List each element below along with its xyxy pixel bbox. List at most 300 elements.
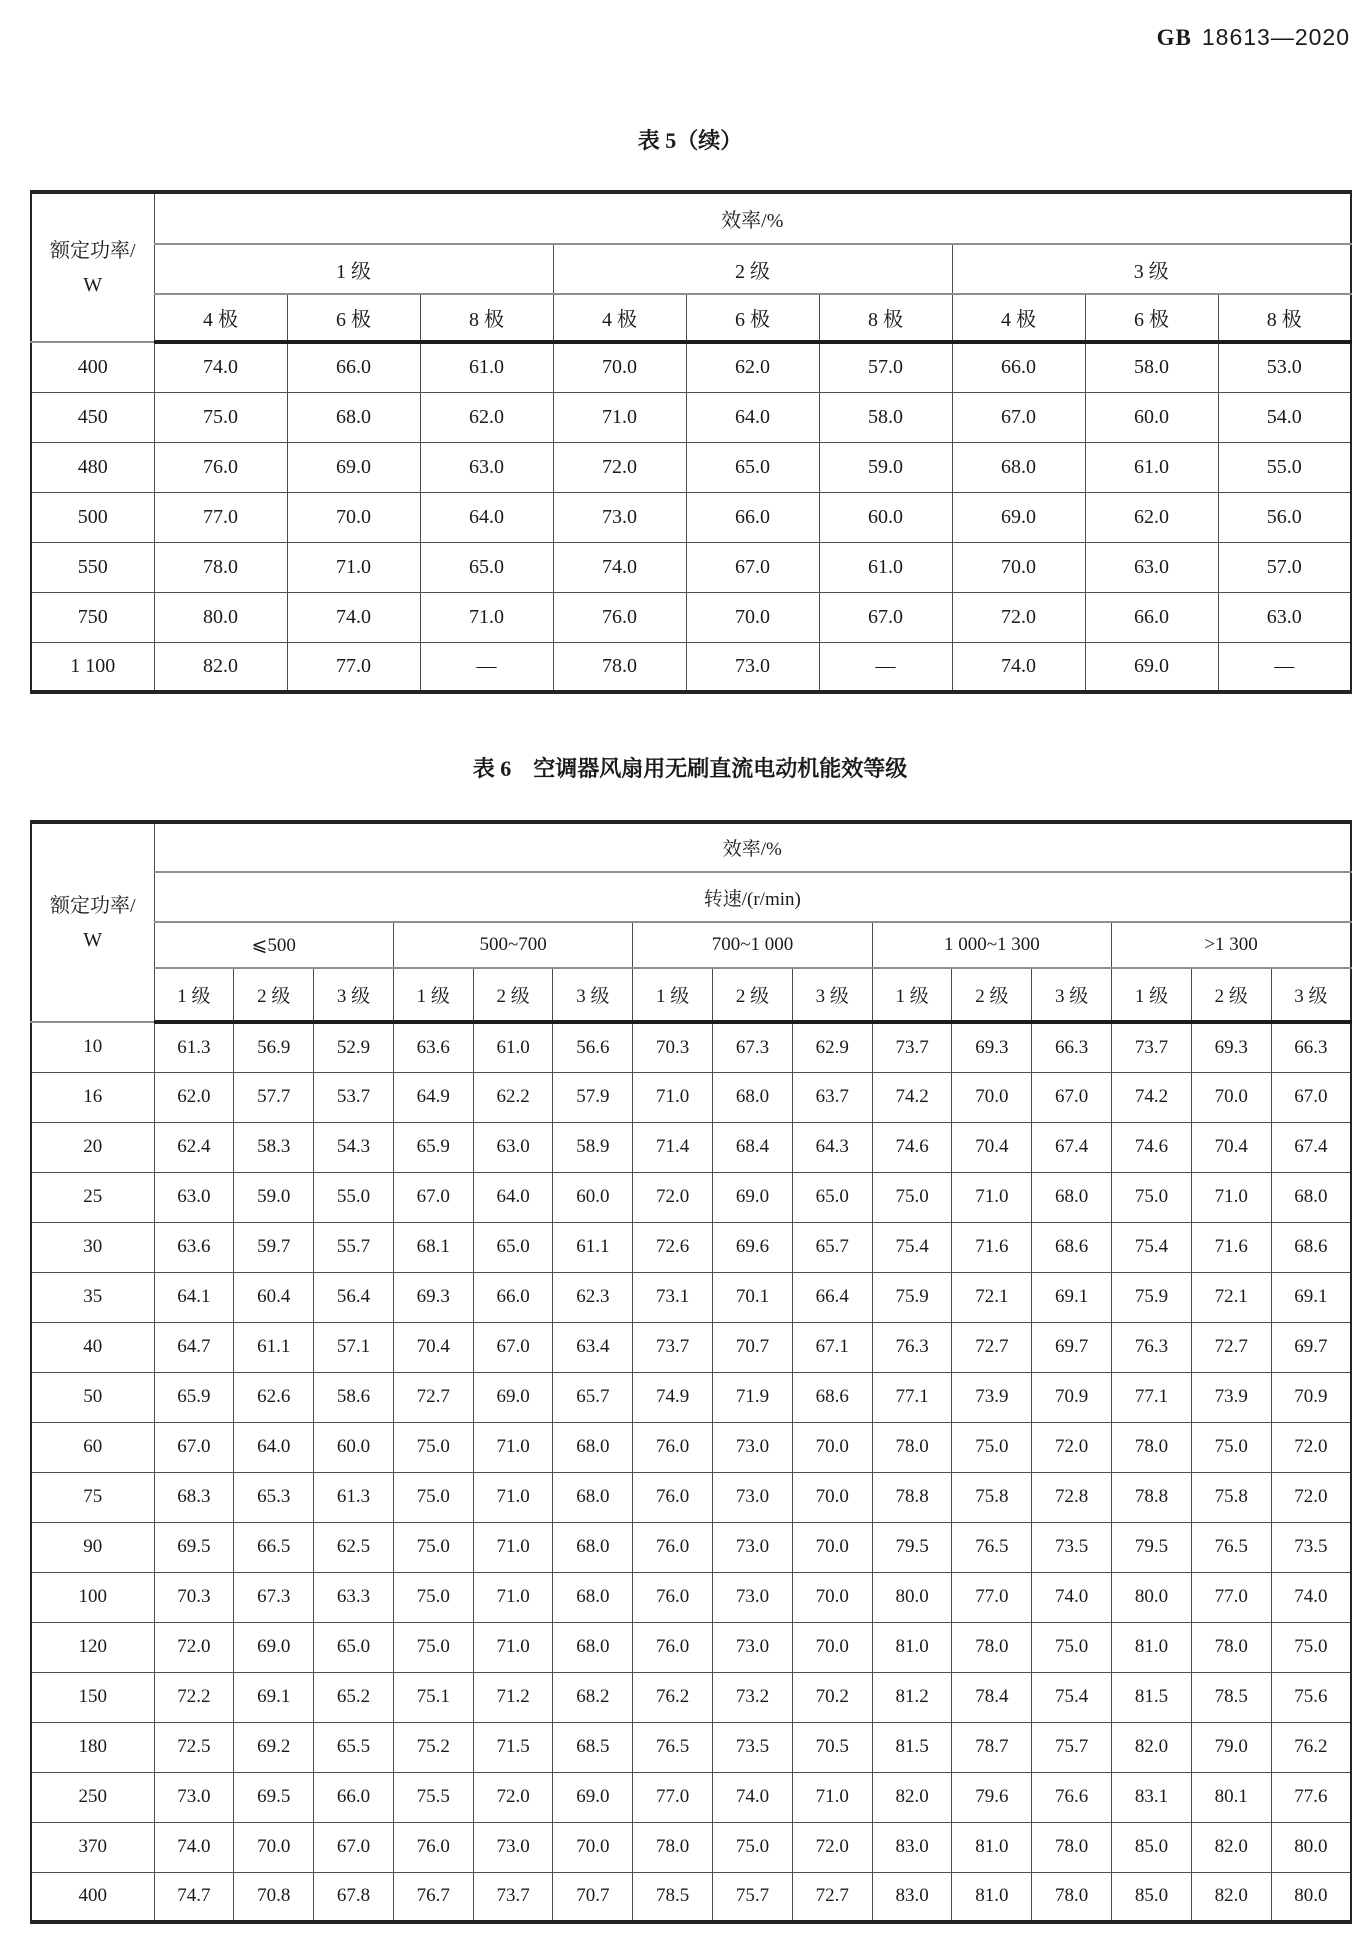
table6-row — [31, 1572, 1351, 1622]
efficiency-cell: 67.3 — [713, 1022, 793, 1072]
efficiency-cell: 71.0 — [473, 1472, 553, 1522]
efficiency-cell: 70.0 — [792, 1422, 872, 1472]
t5-power-header-line2: W — [83, 273, 103, 296]
efficiency-cell: 74.0 — [1032, 1572, 1112, 1622]
efficiency-cell: 67.0 — [819, 592, 952, 642]
t6-grade-header: 2 级 — [713, 968, 793, 1022]
efficiency-cell: 70.0 — [1191, 1072, 1271, 1122]
efficiency-cell: 65.0 — [792, 1172, 872, 1222]
efficiency-cell: 64.0 — [420, 492, 553, 542]
efficiency-cell: 66.0 — [287, 342, 420, 392]
efficiency-cell: 68.1 — [393, 1222, 473, 1272]
efficiency-cell: 66.0 — [314, 1772, 394, 1822]
power-cell: 25 — [31, 1172, 154, 1222]
efficiency-cell: 70.0 — [686, 592, 819, 642]
efficiency-cell: 74.0 — [154, 1822, 234, 1872]
efficiency-cell: 76.0 — [154, 442, 287, 492]
efficiency-cell: 75.9 — [872, 1272, 952, 1322]
efficiency-cell: 66.5 — [234, 1522, 314, 1572]
efficiency-cell: 79.0 — [1191, 1722, 1271, 1772]
efficiency-cell: 69.1 — [1271, 1272, 1351, 1322]
efficiency-cell: 62.0 — [420, 392, 553, 442]
efficiency-cell: 71.5 — [473, 1722, 553, 1772]
t6-grade-header: 3 级 — [1032, 968, 1112, 1022]
efficiency-cell: 72.1 — [1191, 1272, 1271, 1322]
efficiency-cell: 81.2 — [872, 1672, 952, 1722]
power-cell: 20 — [31, 1122, 154, 1172]
t6-speed-header: 转速/(r/min) — [154, 872, 1351, 922]
efficiency-cell: 68.0 — [287, 392, 420, 442]
efficiency-cell: 69.5 — [154, 1522, 234, 1572]
efficiency-cell: 65.0 — [686, 442, 819, 492]
efficiency-cell: 65.5 — [314, 1722, 394, 1772]
efficiency-cell: 76.3 — [872, 1322, 952, 1372]
efficiency-cell: 71.0 — [287, 542, 420, 592]
efficiency-cell: 67.0 — [686, 542, 819, 592]
t6-power-header — [31, 822, 154, 1022]
efficiency-cell: 66.4 — [792, 1272, 872, 1322]
table6-row — [31, 1772, 1351, 1822]
efficiency-cell: 72.0 — [792, 1822, 872, 1872]
efficiency-cell: 73.5 — [713, 1722, 793, 1772]
table6 — [30, 820, 1352, 1924]
efficiency-cell: 70.4 — [1191, 1122, 1271, 1172]
efficiency-cell: 71.0 — [473, 1422, 553, 1472]
efficiency-cell: 75.7 — [713, 1872, 793, 1922]
efficiency-cell: 67.4 — [1271, 1122, 1351, 1172]
efficiency-cell: 59.0 — [819, 442, 952, 492]
efficiency-cell: 57.7 — [234, 1072, 314, 1122]
efficiency-cell: 63.0 — [420, 442, 553, 492]
t6-grade-header: 2 级 — [234, 968, 314, 1022]
efficiency-cell: 75.0 — [1271, 1622, 1351, 1672]
efficiency-cell: 74.6 — [1112, 1122, 1192, 1172]
efficiency-cell: 76.2 — [633, 1672, 713, 1722]
efficiency-cell: 73.7 — [473, 1872, 553, 1922]
table5-row — [31, 342, 1351, 392]
t6-grade-header: 1 级 — [872, 968, 952, 1022]
table6-row — [31, 1372, 1351, 1422]
efficiency-cell: 78.0 — [154, 542, 287, 592]
efficiency-cell: 81.5 — [1112, 1672, 1192, 1722]
t5-power-header-line1: 额定功率/ — [49, 239, 136, 262]
efficiency-cell: 83.1 — [1112, 1772, 1192, 1822]
efficiency-cell: 74.6 — [872, 1122, 952, 1172]
efficiency-cell: 70.0 — [553, 1822, 633, 1872]
efficiency-cell: 75.0 — [393, 1472, 473, 1522]
t6-speed-range-header: >1 300 — [1112, 922, 1352, 968]
t6-speed-range-header: ⩽500 — [154, 922, 393, 968]
efficiency-cell: 70.0 — [792, 1622, 872, 1672]
efficiency-cell: 71.0 — [473, 1522, 553, 1572]
table6-row — [31, 1072, 1351, 1122]
t6-grade-header: 3 级 — [314, 968, 394, 1022]
efficiency-cell: 76.0 — [633, 1572, 713, 1622]
efficiency-cell: 66.0 — [1085, 592, 1218, 642]
efficiency-cell: 60.4 — [234, 1272, 314, 1322]
t5-pole-header: 6 极 — [287, 294, 420, 342]
efficiency-cell: 62.0 — [154, 1072, 234, 1122]
efficiency-cell: 72.2 — [154, 1672, 234, 1722]
efficiency-cell: 74.2 — [1112, 1072, 1192, 1122]
efficiency-cell: 65.0 — [420, 542, 553, 592]
efficiency-cell: 76.0 — [633, 1422, 713, 1472]
efficiency-cell: 75.0 — [1112, 1172, 1192, 1222]
table6-row — [31, 1272, 1351, 1322]
efficiency-cell: 78.4 — [952, 1672, 1032, 1722]
efficiency-cell: 72.7 — [393, 1372, 473, 1422]
efficiency-cell: 73.9 — [952, 1372, 1032, 1422]
efficiency-cell: 71.9 — [713, 1372, 793, 1422]
efficiency-cell: 76.5 — [633, 1722, 713, 1772]
efficiency-cell: 73.0 — [473, 1822, 553, 1872]
efficiency-cell: 77.1 — [872, 1372, 952, 1422]
t6-grade-header: 1 级 — [154, 968, 234, 1022]
efficiency-cell: 71.0 — [473, 1572, 553, 1622]
efficiency-cell: 78.0 — [1032, 1872, 1112, 1922]
efficiency-cell: 57.0 — [1218, 542, 1351, 592]
efficiency-cell: 73.0 — [713, 1572, 793, 1622]
table5-row — [31, 392, 1351, 442]
t6-grade-header: 3 级 — [553, 968, 633, 1022]
table5-row — [31, 642, 1351, 692]
efficiency-cell: 61.0 — [473, 1022, 553, 1072]
efficiency-cell: 70.3 — [154, 1572, 234, 1622]
efficiency-cell: 58.9 — [553, 1122, 633, 1172]
table6-row — [31, 1122, 1351, 1172]
efficiency-cell: 75.7 — [1032, 1722, 1112, 1772]
power-cell: 16 — [31, 1072, 154, 1122]
efficiency-cell: 54.3 — [314, 1122, 394, 1172]
power-cell: 400 — [31, 1872, 154, 1922]
efficiency-cell: 53.0 — [1218, 342, 1351, 392]
efficiency-cell: 68.6 — [1271, 1222, 1351, 1272]
efficiency-cell: 68.0 — [553, 1472, 633, 1522]
t5-pole-header: 4 极 — [952, 294, 1085, 342]
efficiency-cell: 69.6 — [713, 1222, 793, 1272]
efficiency-cell: 72.0 — [952, 592, 1085, 642]
t5-pole-header: 8 极 — [420, 294, 553, 342]
efficiency-cell: 58.0 — [819, 392, 952, 442]
power-cell: 150 — [31, 1672, 154, 1722]
efficiency-cell: 70.0 — [553, 342, 686, 392]
efficiency-cell: 78.0 — [952, 1622, 1032, 1672]
efficiency-cell: 63.6 — [154, 1222, 234, 1272]
efficiency-cell: 63.0 — [1218, 592, 1351, 642]
efficiency-cell: 70.0 — [952, 542, 1085, 592]
efficiency-cell: 75.4 — [1112, 1222, 1192, 1272]
efficiency-cell: 69.3 — [1191, 1022, 1271, 1072]
efficiency-cell: 65.3 — [234, 1472, 314, 1522]
table5-caption: 表 5（续） — [637, 128, 743, 153]
efficiency-cell: 75.0 — [154, 392, 287, 442]
efficiency-cell: 54.0 — [1218, 392, 1351, 442]
efficiency-cell: — — [1218, 642, 1351, 692]
efficiency-cell: 73.7 — [1112, 1022, 1192, 1072]
table6-caption: 表 6 空调器风扇用无刷直流电动机能效等级 — [472, 756, 908, 781]
efficiency-cell: 81.0 — [1112, 1622, 1192, 1672]
t5-pole-header: 6 极 — [686, 294, 819, 342]
efficiency-cell: 63.7 — [792, 1072, 872, 1122]
efficiency-cell: 62.0 — [1085, 492, 1218, 542]
efficiency-cell: 64.3 — [792, 1122, 872, 1172]
efficiency-cell: 77.1 — [1112, 1372, 1192, 1422]
efficiency-cell: 62.3 — [553, 1272, 633, 1322]
efficiency-cell: 73.0 — [713, 1522, 793, 1572]
efficiency-cell: 79.5 — [1112, 1522, 1192, 1572]
power-cell: 90 — [31, 1522, 154, 1572]
efficiency-cell: 75.0 — [713, 1822, 793, 1872]
efficiency-cell: 69.0 — [713, 1172, 793, 1222]
power-cell: 40 — [31, 1322, 154, 1372]
efficiency-cell: 61.1 — [553, 1222, 633, 1272]
power-cell: 30 — [31, 1222, 154, 1272]
efficiency-cell: 69.2 — [234, 1722, 314, 1772]
efficiency-cell: 73.0 — [713, 1472, 793, 1522]
efficiency-cell: 78.0 — [1191, 1622, 1271, 1672]
power-cell: 35 — [31, 1272, 154, 1322]
efficiency-cell: 74.0 — [287, 592, 420, 642]
efficiency-cell: 76.3 — [1112, 1322, 1192, 1372]
efficiency-cell: 78.7 — [952, 1722, 1032, 1772]
efficiency-cell: 52.9 — [314, 1022, 394, 1072]
t5-pole-header: 6 极 — [1085, 294, 1218, 342]
efficiency-cell: 72.0 — [1271, 1472, 1351, 1522]
efficiency-cell: 69.1 — [1032, 1272, 1112, 1322]
efficiency-cell: 67.0 — [473, 1322, 553, 1372]
t6-grade-header: 2 级 — [1191, 968, 1271, 1022]
table6-row — [31, 1622, 1351, 1672]
efficiency-cell: 74.0 — [1271, 1572, 1351, 1622]
efficiency-cell: 71.0 — [633, 1072, 713, 1122]
efficiency-cell: 60.0 — [819, 492, 952, 542]
efficiency-cell: 77.0 — [154, 492, 287, 542]
efficiency-cell: 80.0 — [154, 592, 287, 642]
power-cell: 250 — [31, 1772, 154, 1822]
t6-power-header-line2: W — [83, 928, 103, 951]
efficiency-cell: 78.0 — [1032, 1822, 1112, 1872]
table6-row — [31, 1422, 1351, 1472]
table6-row — [31, 1672, 1351, 1722]
efficiency-cell: 75.0 — [393, 1522, 473, 1572]
efficiency-cell: 68.0 — [553, 1422, 633, 1472]
efficiency-cell: 74.0 — [713, 1772, 793, 1822]
power-cell: 100 — [31, 1572, 154, 1622]
efficiency-cell: 82.0 — [1191, 1872, 1271, 1922]
efficiency-cell: 82.0 — [1191, 1822, 1271, 1872]
efficiency-cell: 67.1 — [792, 1322, 872, 1372]
efficiency-cell: 69.0 — [234, 1622, 314, 1672]
t6-speed-range-header: 500~700 — [393, 922, 632, 968]
table6-row — [31, 1172, 1351, 1222]
efficiency-cell: 75.2 — [393, 1722, 473, 1772]
efficiency-cell: 75.9 — [1112, 1272, 1192, 1322]
efficiency-cell: 74.0 — [553, 542, 686, 592]
efficiency-cell: 73.7 — [872, 1022, 952, 1072]
efficiency-cell: 81.0 — [952, 1872, 1032, 1922]
efficiency-cell: 72.7 — [792, 1872, 872, 1922]
efficiency-cell: 69.1 — [234, 1672, 314, 1722]
efficiency-cell: 68.6 — [1032, 1222, 1112, 1272]
efficiency-cell: 65.9 — [393, 1122, 473, 1172]
efficiency-cell: 68.2 — [553, 1672, 633, 1722]
efficiency-cell: 71.6 — [1191, 1222, 1271, 1272]
table5-row — [31, 592, 1351, 642]
efficiency-cell: 65.9 — [154, 1372, 234, 1422]
t6-efficiency-header: 效率/% — [154, 822, 1351, 872]
power-cell: 180 — [31, 1722, 154, 1772]
efficiency-cell: 83.0 — [872, 1822, 952, 1872]
efficiency-cell: 74.0 — [952, 642, 1085, 692]
efficiency-cell: 63.0 — [473, 1122, 553, 1172]
doc-number-value: 18613—2020 — [1201, 24, 1350, 50]
efficiency-cell: 80.0 — [1112, 1572, 1192, 1622]
efficiency-cell: 67.0 — [154, 1422, 234, 1472]
efficiency-cell: 78.0 — [553, 642, 686, 692]
doc-number — [30, 24, 1350, 51]
efficiency-cell: 68.3 — [154, 1472, 234, 1522]
table6-row — [31, 1472, 1351, 1522]
power-cell: 550 — [31, 542, 154, 592]
efficiency-cell: 76.5 — [1191, 1522, 1271, 1572]
efficiency-cell: 80.1 — [1191, 1772, 1271, 1822]
t5-grade1-header: 1 级 — [154, 244, 553, 294]
efficiency-cell: 71.4 — [633, 1122, 713, 1172]
efficiency-cell: 73.7 — [633, 1322, 713, 1372]
efficiency-cell: 57.0 — [819, 342, 952, 392]
efficiency-cell: 61.3 — [154, 1022, 234, 1072]
efficiency-cell: 70.0 — [792, 1572, 872, 1622]
t6-grade-header: 3 级 — [1271, 968, 1351, 1022]
efficiency-cell: 75.0 — [393, 1422, 473, 1472]
efficiency-cell: 70.0 — [792, 1472, 872, 1522]
efficiency-cell: 72.0 — [553, 442, 686, 492]
efficiency-cell: 68.4 — [713, 1122, 793, 1172]
efficiency-cell: 70.0 — [792, 1522, 872, 1572]
efficiency-cell: 58.6 — [314, 1372, 394, 1422]
t6-grade-header: 1 级 — [1112, 968, 1192, 1022]
efficiency-cell: 70.4 — [952, 1122, 1032, 1172]
efficiency-cell: 63.0 — [1085, 542, 1218, 592]
efficiency-cell: 69.0 — [1085, 642, 1218, 692]
t6-grade-header: 2 级 — [952, 968, 1032, 1022]
efficiency-cell: 80.0 — [872, 1572, 952, 1622]
efficiency-cell: 67.0 — [393, 1172, 473, 1222]
efficiency-cell: 75.0 — [872, 1172, 952, 1222]
efficiency-cell: 72.0 — [1271, 1422, 1351, 1472]
efficiency-cell: 59.7 — [234, 1222, 314, 1272]
t6-grade-header: 1 级 — [633, 968, 713, 1022]
efficiency-cell: 68.0 — [952, 442, 1085, 492]
efficiency-cell: 78.8 — [1112, 1472, 1192, 1522]
efficiency-cell: 66.0 — [952, 342, 1085, 392]
efficiency-cell: 71.0 — [952, 1172, 1032, 1222]
efficiency-cell: 58.0 — [1085, 342, 1218, 392]
efficiency-cell: 70.2 — [792, 1672, 872, 1722]
efficiency-cell: 55.0 — [1218, 442, 1351, 492]
efficiency-cell: 57.1 — [314, 1322, 394, 1372]
efficiency-cell: 75.0 — [393, 1572, 473, 1622]
efficiency-cell: 55.0 — [314, 1172, 394, 1222]
efficiency-cell: 60.0 — [1085, 392, 1218, 442]
power-cell: 50 — [31, 1372, 154, 1422]
efficiency-cell: 67.4 — [1032, 1122, 1112, 1172]
efficiency-cell: 60.0 — [314, 1422, 394, 1472]
t6-speed-range-header: 700~1 000 — [633, 922, 872, 968]
efficiency-cell: 77.0 — [287, 642, 420, 692]
efficiency-cell: 66.3 — [1032, 1022, 1112, 1072]
efficiency-cell: 57.9 — [553, 1072, 633, 1122]
table5-row — [31, 442, 1351, 492]
efficiency-cell: 73.0 — [154, 1772, 234, 1822]
efficiency-cell: 72.6 — [633, 1222, 713, 1272]
efficiency-cell: 73.9 — [1191, 1372, 1271, 1422]
t6-grade-header: 3 级 — [792, 968, 872, 1022]
table5-row — [31, 542, 1351, 592]
table6-row — [31, 1522, 1351, 1572]
efficiency-cell: 56.4 — [314, 1272, 394, 1322]
t5-pole-header: 4 极 — [154, 294, 287, 342]
efficiency-cell: 67.3 — [234, 1572, 314, 1622]
efficiency-cell: 75.0 — [393, 1622, 473, 1672]
efficiency-cell: 74.2 — [872, 1072, 952, 1122]
efficiency-cell: 68.0 — [1271, 1172, 1351, 1222]
efficiency-cell: 71.0 — [473, 1622, 553, 1672]
efficiency-cell: 73.1 — [633, 1272, 713, 1322]
efficiency-cell: 76.7 — [393, 1872, 473, 1922]
efficiency-cell: 58.3 — [234, 1122, 314, 1172]
efficiency-cell: 68.0 — [553, 1522, 633, 1572]
efficiency-cell: 71.0 — [1191, 1172, 1271, 1222]
efficiency-cell: 66.0 — [686, 492, 819, 542]
efficiency-cell: 72.0 — [154, 1622, 234, 1672]
table6-row — [31, 1722, 1351, 1772]
efficiency-cell: 75.4 — [1032, 1672, 1112, 1722]
efficiency-cell: 64.0 — [473, 1172, 553, 1222]
efficiency-cell: 69.3 — [393, 1272, 473, 1322]
efficiency-cell: 77.0 — [952, 1572, 1032, 1622]
efficiency-cell: 75.5 — [393, 1772, 473, 1822]
efficiency-cell: 73.0 — [686, 642, 819, 692]
efficiency-cell: 82.0 — [872, 1772, 952, 1822]
efficiency-cell: 56.0 — [1218, 492, 1351, 542]
efficiency-cell: 81.0 — [872, 1622, 952, 1672]
efficiency-cell: 76.6 — [1032, 1772, 1112, 1822]
table6-row — [31, 1322, 1351, 1372]
efficiency-cell: 74.0 — [154, 342, 287, 392]
efficiency-cell: 65.7 — [553, 1372, 633, 1422]
efficiency-cell: 68.0 — [553, 1572, 633, 1622]
efficiency-cell: 81.0 — [952, 1822, 1032, 1872]
t5-pole-header: 8 极 — [1218, 294, 1351, 342]
efficiency-cell: — — [819, 642, 952, 692]
efficiency-cell: 62.9 — [792, 1022, 872, 1072]
efficiency-cell: 70.8 — [234, 1872, 314, 1922]
table6-row — [31, 1022, 1351, 1072]
efficiency-cell: 73.5 — [1271, 1522, 1351, 1572]
efficiency-cell: 72.7 — [952, 1322, 1032, 1372]
t6-speed-range-header: 1 000~1 300 — [872, 922, 1111, 968]
t5-pole-header: 8 极 — [819, 294, 952, 342]
efficiency-cell: 69.3 — [952, 1022, 1032, 1072]
efficiency-cell: 62.6 — [234, 1372, 314, 1422]
efficiency-cell: 68.5 — [553, 1722, 633, 1772]
efficiency-cell: 85.0 — [1112, 1822, 1192, 1872]
efficiency-cell: 78.0 — [1112, 1422, 1192, 1472]
efficiency-cell: 65.0 — [473, 1222, 553, 1272]
efficiency-cell: 70.3 — [633, 1022, 713, 1072]
efficiency-cell: 77.0 — [633, 1772, 713, 1822]
